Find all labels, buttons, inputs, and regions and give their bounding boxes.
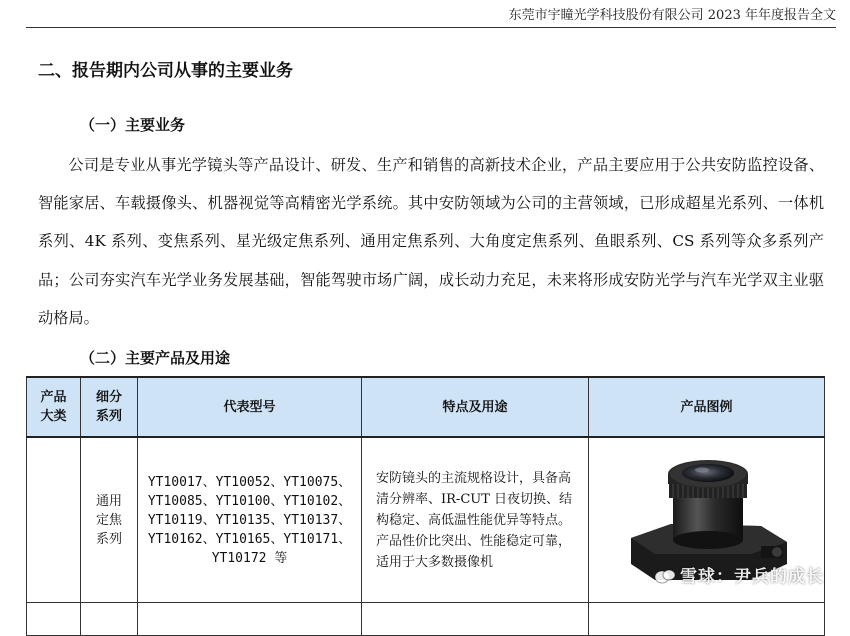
header-models: 代表型号 [138, 377, 362, 437]
header-series [81, 377, 138, 437]
cell-series [81, 437, 138, 603]
products-heading: （二）主要产品及用途 [80, 349, 231, 367]
cell-empty [81, 603, 138, 636]
model-line: YT10119、YT10135、YT10137、 [147, 512, 352, 528]
cell-category [27, 437, 81, 603]
header-series-line2: 系列 [95, 409, 122, 424]
cell-empty [27, 603, 81, 636]
header-category-line2: 大类 [40, 409, 67, 424]
cell-models [138, 437, 362, 603]
report-header-title: 东莞市宇瞳光学科技股份有限公司 2023 年年度报告全文 [508, 8, 836, 23]
table-header-row [27, 377, 825, 437]
header-series-line1: 细分 [95, 390, 122, 405]
cell-empty [138, 603, 362, 636]
series-line2: 定焦 [95, 512, 122, 528]
header-divider [26, 27, 836, 28]
watermark-text: 雪球：尹兵的成长 [680, 567, 824, 587]
cell-empty [362, 603, 589, 636]
header-features: 特点及用途 [362, 377, 589, 437]
watermark [654, 562, 824, 587]
snowball-logo-icon [654, 568, 676, 584]
table-row [27, 603, 825, 636]
header-category-line1: 产品 [40, 390, 67, 405]
model-line: YT10085、YT10100、YT10102、 [147, 493, 352, 509]
header-category [27, 377, 81, 437]
cell-features: 安防镜头的主流规格设计，具备高清分辨率、IR-CUT 日夜切换、结构稳定、高低温性能优异等特点。产品性价比突出、性能稳定可靠，适用于大多数摄像机 [362, 437, 589, 603]
main-business-paragraph: 公司是专业从事光学镜头等产品设计、研发、生产和销售的高新技术企业，产品主要应用于公共安防监控设备、智能家居、车载摄像头、机器视觉等高精密光学系统。其中安防领域为公司的主营领域，已形成超星光系列、一体机系列、4K 系列、变焦系列、星光级定焦系列、通用定焦系列、大角度定焦系列、鱼眼系列、CS 系列等众多系列产品；公司夯实汽车光学业务发展基础，智能驾驶市场广阔，成长动力充足，未来将形成安防光学与汽车光学双主业驱动格局。 [38, 156, 824, 327]
main-business-heading: （一）主要业务 [80, 116, 186, 134]
series-line3: 系列 [95, 531, 122, 547]
series-line1: 通用 [95, 493, 122, 509]
model-line: YT10172 等 [211, 550, 288, 566]
products-table [26, 376, 825, 636]
header-image: 产品图例 [589, 377, 825, 437]
section-title: 二、报告期内公司从事的主要业务 [38, 61, 293, 81]
cell-empty [589, 603, 825, 636]
model-line: YT10017、YT10052、YT10075、 [147, 474, 352, 490]
model-line: YT10162、YT10165、YT10171、 [147, 531, 352, 547]
